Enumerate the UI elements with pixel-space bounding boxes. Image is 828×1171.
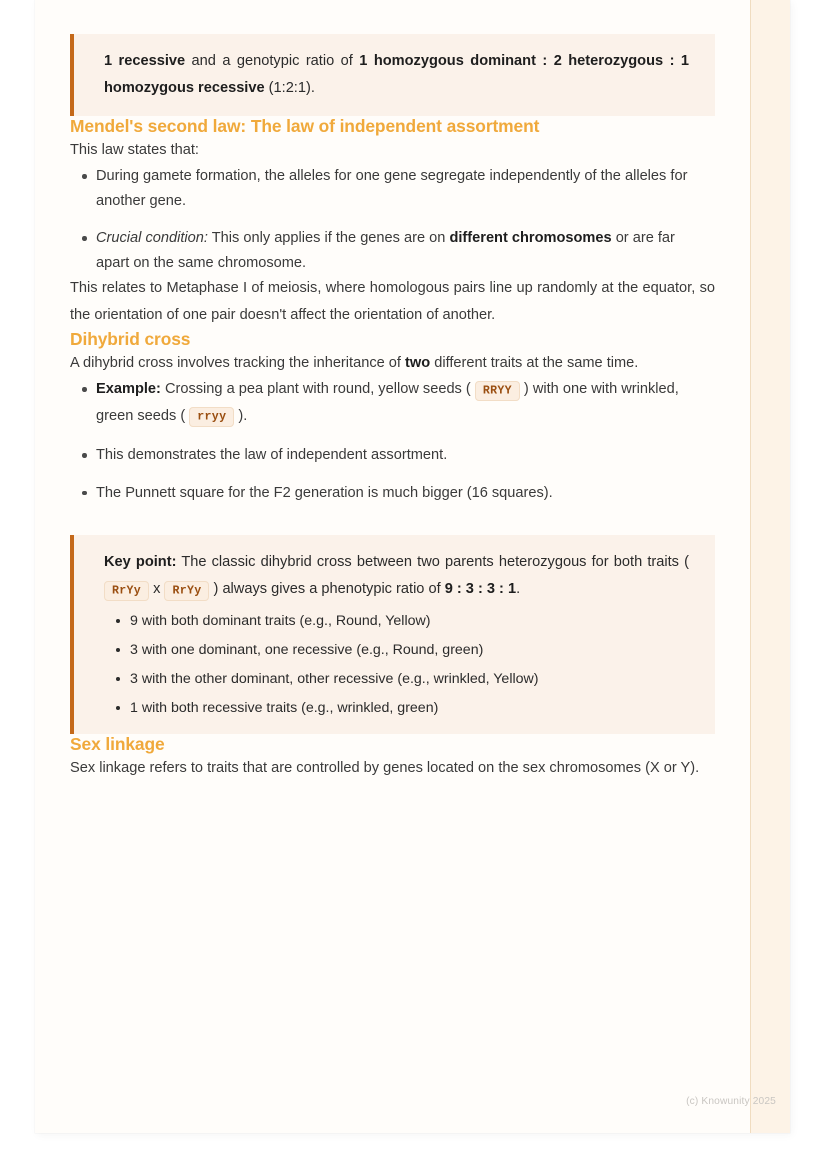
heading-mendels-second-law: Mendel's second law: The law of independent assortment xyxy=(70,116,540,136)
list-item xyxy=(96,377,715,430)
list-item xyxy=(96,481,715,506)
genotype-chip-rryy-dominant: RRYY xyxy=(475,381,520,401)
genotype-chip-rryy-recessive: rryy xyxy=(189,407,234,427)
bullet-bold-example: Example: xyxy=(96,381,161,397)
document-content xyxy=(35,0,750,782)
callout-genotypic-ratio-text xyxy=(104,48,689,102)
bullet-text-4: or are far apart on the same chromosome. xyxy=(96,230,675,271)
heading-sex-linkage: Sex linkage xyxy=(70,734,165,754)
list-item xyxy=(96,226,715,275)
genotype-chip-rryy-parent-1: RrYy xyxy=(104,581,149,601)
list-item: 3 with the other dominant, other recessive (e.g., wrinkled, Yellow) xyxy=(130,667,689,691)
key-point-text-x: x xyxy=(149,581,165,597)
paragraph-dihybrid-intro xyxy=(70,350,715,377)
example-text-2: ) with one with wrinkled, green seeds ( xyxy=(96,381,679,424)
callout-bold-ratio: 1 homozygous dominant : 2 heterozygous : 1 homozygous recessive xyxy=(104,53,689,96)
list-item xyxy=(96,164,715,213)
list-item: 9 with both dominant traits (e.g., Round, Yellow) xyxy=(130,609,689,633)
bullet-text-demonstrates-law: This demonstrates the law of independent assortment. xyxy=(96,447,448,463)
list-dihybrid-points xyxy=(70,377,715,505)
key-point-text-1: The classic dihybrid cross between two parents heterozygous for both traits ( xyxy=(176,554,689,570)
list-item xyxy=(96,443,715,468)
example-text-1: Crossing a pea plant with round, yellow seeds ( xyxy=(160,381,475,397)
bullet-text-gamete-formation: During gamete formation, the alleles for one gene segregate independently of the alleles for another gene. xyxy=(96,168,688,209)
list-second-law-points xyxy=(70,164,715,275)
paragraph-metaphase-relation: This relates to Metaphase I of meiosis, where homologous pairs line up randomly at the equator, so the orientation of one pair doesn't affect the orientation of another. xyxy=(70,280,715,323)
callout-genotypic-ratio xyxy=(70,34,715,116)
bullet-bold-different-chromosomes: different chromosomes xyxy=(449,230,612,246)
callout-text-1: and a genotypic ratio of xyxy=(185,53,360,69)
genotype-chip-rryy-parent-2: RrYy xyxy=(164,581,209,601)
dihybrid-intro-text-2: different traits at the same time. xyxy=(430,355,639,371)
callout-key-point xyxy=(70,535,715,734)
paragraph-this-law-states: This law states that: xyxy=(70,142,199,158)
list-phenotypic-ratio-breakdown xyxy=(104,609,689,720)
page-right-decorative-strip xyxy=(750,0,790,1133)
key-point-bold-ratio: 9 : 3 : 3 : 1 xyxy=(444,581,517,597)
dihybrid-intro-bold-two: two xyxy=(405,355,431,371)
list-item: 3 with one dominant, one recessive (e.g., Round, green) xyxy=(130,638,689,662)
copyright-watermark: (c) Knowunity 2025 xyxy=(686,1096,776,1107)
key-point-paragraph xyxy=(104,549,689,604)
heading-dihybrid-cross: Dihybrid cross xyxy=(70,329,191,349)
callout-text-2: (1:2:1). xyxy=(264,80,315,96)
key-point-bold-lead: Key point: xyxy=(104,554,177,570)
key-point-text-3: . xyxy=(516,581,521,597)
callout-bold-1-recessive: 1 recessive xyxy=(104,53,186,69)
example-text-3: ). xyxy=(234,407,248,424)
list-item: 1 with both recessive traits (e.g., wrinkled, green) xyxy=(130,696,689,720)
document-page xyxy=(35,0,790,1133)
dihybrid-intro-text-1: A dihybrid cross involves tracking the inheritance of xyxy=(70,355,406,371)
bullet-italic-crucial-condition: Crucial condition: xyxy=(96,230,208,246)
key-point-text-2: ) always gives a phenotypic ratio of xyxy=(209,581,445,597)
bullet-text-punnett-square: The Punnett square for the F2 generation is much bigger (16 squares). xyxy=(96,484,553,501)
paragraph-sex-linkage: Sex linkage refers to traits that are controlled by genes located on the sex chromosomes (X or Y). xyxy=(70,760,700,776)
bullet-text-3: This only applies if the genes are on xyxy=(207,230,450,246)
